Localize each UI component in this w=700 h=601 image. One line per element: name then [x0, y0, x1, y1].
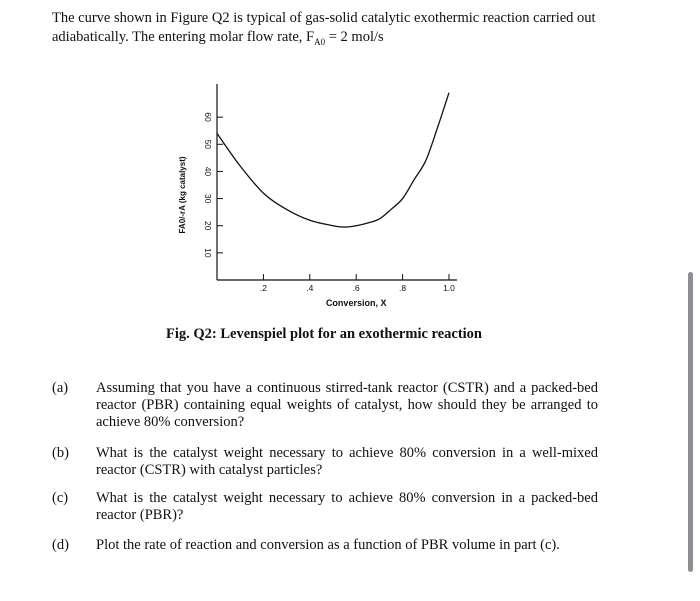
- question-text: Plot the rate of reaction and conversion as a function of PBR volume in part (c).: [96, 537, 560, 553]
- flow-rate-value: = 2 mol/s: [325, 29, 384, 45]
- x-tick-label: 1.0: [443, 283, 455, 293]
- y-axis-label: FA0/-rA (kg catalyst): [178, 156, 187, 234]
- question-label: (a): [52, 380, 69, 396]
- x-tick-label: .2: [259, 283, 267, 293]
- x-axis-label: Conversion, X: [325, 298, 387, 308]
- question-label: (d): [52, 537, 69, 553]
- question-label: (b): [52, 445, 69, 461]
- y-tick-label: 20: [202, 220, 213, 231]
- question-text: What is the catalyst weight necessary to achieve 80% conversion in a well-mixed reactor (CSTR) with catalyst particles?: [96, 445, 598, 478]
- y-tick-label: 40: [202, 166, 213, 177]
- levenspiel-plot: [160, 72, 480, 322]
- question-text: Assuming that you have a continuous stirred-tank reactor (CSTR) and a packed-bed reactor (PBR) containing equal weights of catalyst, how should they be arranged to achieve 80% conversion?: [96, 380, 598, 430]
- problem-line-2: [52, 28, 652, 52]
- vertical-scrollbar[interactable]: [688, 272, 693, 572]
- problem-statement: [52, 9, 652, 52]
- flow-rate-subscript: A0: [314, 36, 326, 47]
- question-text: What is the catalyst weight necessary to achieve 80% conversion in a packed-bed reactor (PBR)?: [96, 490, 598, 523]
- x-tick-label: .6: [352, 283, 360, 293]
- y-tick-label: 30: [202, 193, 213, 204]
- flow-rate-prefix: adiabatically. The entering molar flow rate, F: [52, 29, 315, 45]
- problem-line-1: The curve shown in Figure Q2 is typical of gas-solid catalytic exothermic reaction carried out: [52, 10, 596, 26]
- question-label: (c): [52, 490, 69, 506]
- levenspiel-curve: [217, 93, 449, 227]
- figure-caption: Fig. Q2: Levenspiel plot for an exothermic reaction: [166, 326, 482, 342]
- y-tick-label: 50: [202, 139, 213, 150]
- y-tick-label: 60: [202, 112, 213, 122]
- x-tick-label: .8: [399, 283, 407, 293]
- y-tick-label: 10: [202, 248, 213, 258]
- x-tick-label: .4: [306, 283, 314, 293]
